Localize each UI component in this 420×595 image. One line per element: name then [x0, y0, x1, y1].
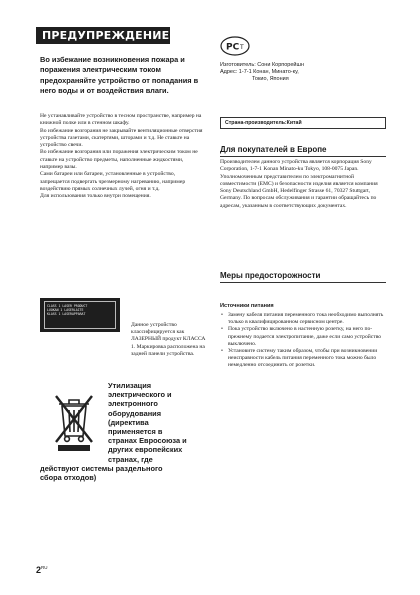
list-item: • Замену кабеля питания переменного тока необходимо выполнять только в квалифицированном сервисном центре. [220, 312, 388, 326]
pct-certification-mark-icon [220, 36, 250, 60]
precautions-list [220, 312, 388, 370]
page-number [36, 565, 48, 575]
svg-text:T: T [240, 44, 244, 51]
manufacturer-line: Адрес: 1-7-1 Конан, Минато-ку, [220, 69, 299, 75]
recycle-line: других европейских [108, 445, 183, 455]
svg-text:РС: РС [226, 42, 240, 53]
europe-heading: Для покупателей в Европе [220, 145, 327, 154]
recycle-line: электронного [108, 399, 158, 409]
precautions-heading: Меры предосторожности [220, 271, 321, 280]
recycle-notice [40, 381, 210, 482]
power-sources-subheading: Источники питания [220, 303, 274, 309]
warning-bold-text: Во избежание возникновения пожара и поражения электрическим током предохраняйте устройство от попадания в него воды и от воздействия влаги. [40, 55, 199, 96]
laser-label-line: CLASS 1 LASER PRODUCT [47, 304, 88, 308]
recycle-line: странах Евросоюза и [108, 436, 187, 446]
list-item: • Пока устройство включено в настенную розетку, на него по-прежнему подается электропитание, даже если само устройство выключено. [220, 326, 388, 348]
laser-label-line: KLASS 1 LASERAPPARAT [47, 312, 86, 316]
europe-text: Производителем данного устройства является корпорация Sony Corporation, 1-7-1 Konan Minato-ku Tokyo, 108-0075 Japan. Уполномоченным представителем по электромагнитной совместимости (EMC) и безопасности изделия является компания Sony Deutschland GmbH, Hedelfinger Strasse 61, 70327 Stuttgart, Germany. По вопросам обслуживания и гарантии обращайтесь по адресам, указанным в соответствующих документах. [220, 159, 378, 209]
laser-class-label [40, 298, 120, 332]
recycle-line: применяется в [108, 427, 163, 437]
recycle-line: оборудования [108, 408, 162, 418]
recycle-line: Утилизация [108, 381, 152, 390]
recycle-line: (директива [108, 417, 149, 427]
warning-title: ПРЕДУПРЕЖДЕНИЕ [36, 27, 170, 44]
europe-heading-rule [220, 156, 386, 157]
recycle-line: странах, где [108, 454, 153, 464]
manufacturer-line: Токио, Япония [252, 76, 289, 82]
recycle-line: электрического и [108, 390, 172, 400]
warning-body: Не устанавливайте устройство в тесном пространстве, например на книжной полке или в стенном шкафу. Во избежание возгорания не закрывайте вентиляционные отверстия устройства газетами, скатертями, шторами и т.д. Не ставьте на устройство свечи. Во избежание возгорания или поражения электрическим током не ставьте на устройство предметы, наполненные жидкостями, например вазы. Сами батареи или батареи, установленные в устройство, запрещается подвергать чрезмерному нагреванию, например воздействию прямых солнечных лучей, огня и т.д. Для использования только внутри помещения. [40, 113, 203, 200]
manufacturer-info [220, 62, 388, 83]
manufacturer-line: Изготовитель: Сони Корпорейшн [220, 62, 304, 68]
recycle-line: действуют системы раздельного [40, 463, 163, 473]
page-number-value: 2 [36, 565, 42, 575]
laser-label-line: LUOKAN 1 LASERLAITE [47, 308, 84, 312]
recycle-line: сбора отходов) [40, 473, 97, 483]
country-of-origin: Страна-производитель:Китай [220, 117, 386, 129]
laser-description: Данное устройство классифицируется как ЛАЗЕРНЫЙ продукт КЛАССА 1. Маркировка расположена на задней панели устройства. [131, 322, 206, 357]
page-language: RU [41, 565, 48, 570]
precautions-heading-rule [220, 282, 386, 283]
list-item: • Установите систему таким образом, чтобы при возникновении неисправности кабель питания переменного тока можно было немедленно отсоединить от розетки. [220, 348, 388, 370]
